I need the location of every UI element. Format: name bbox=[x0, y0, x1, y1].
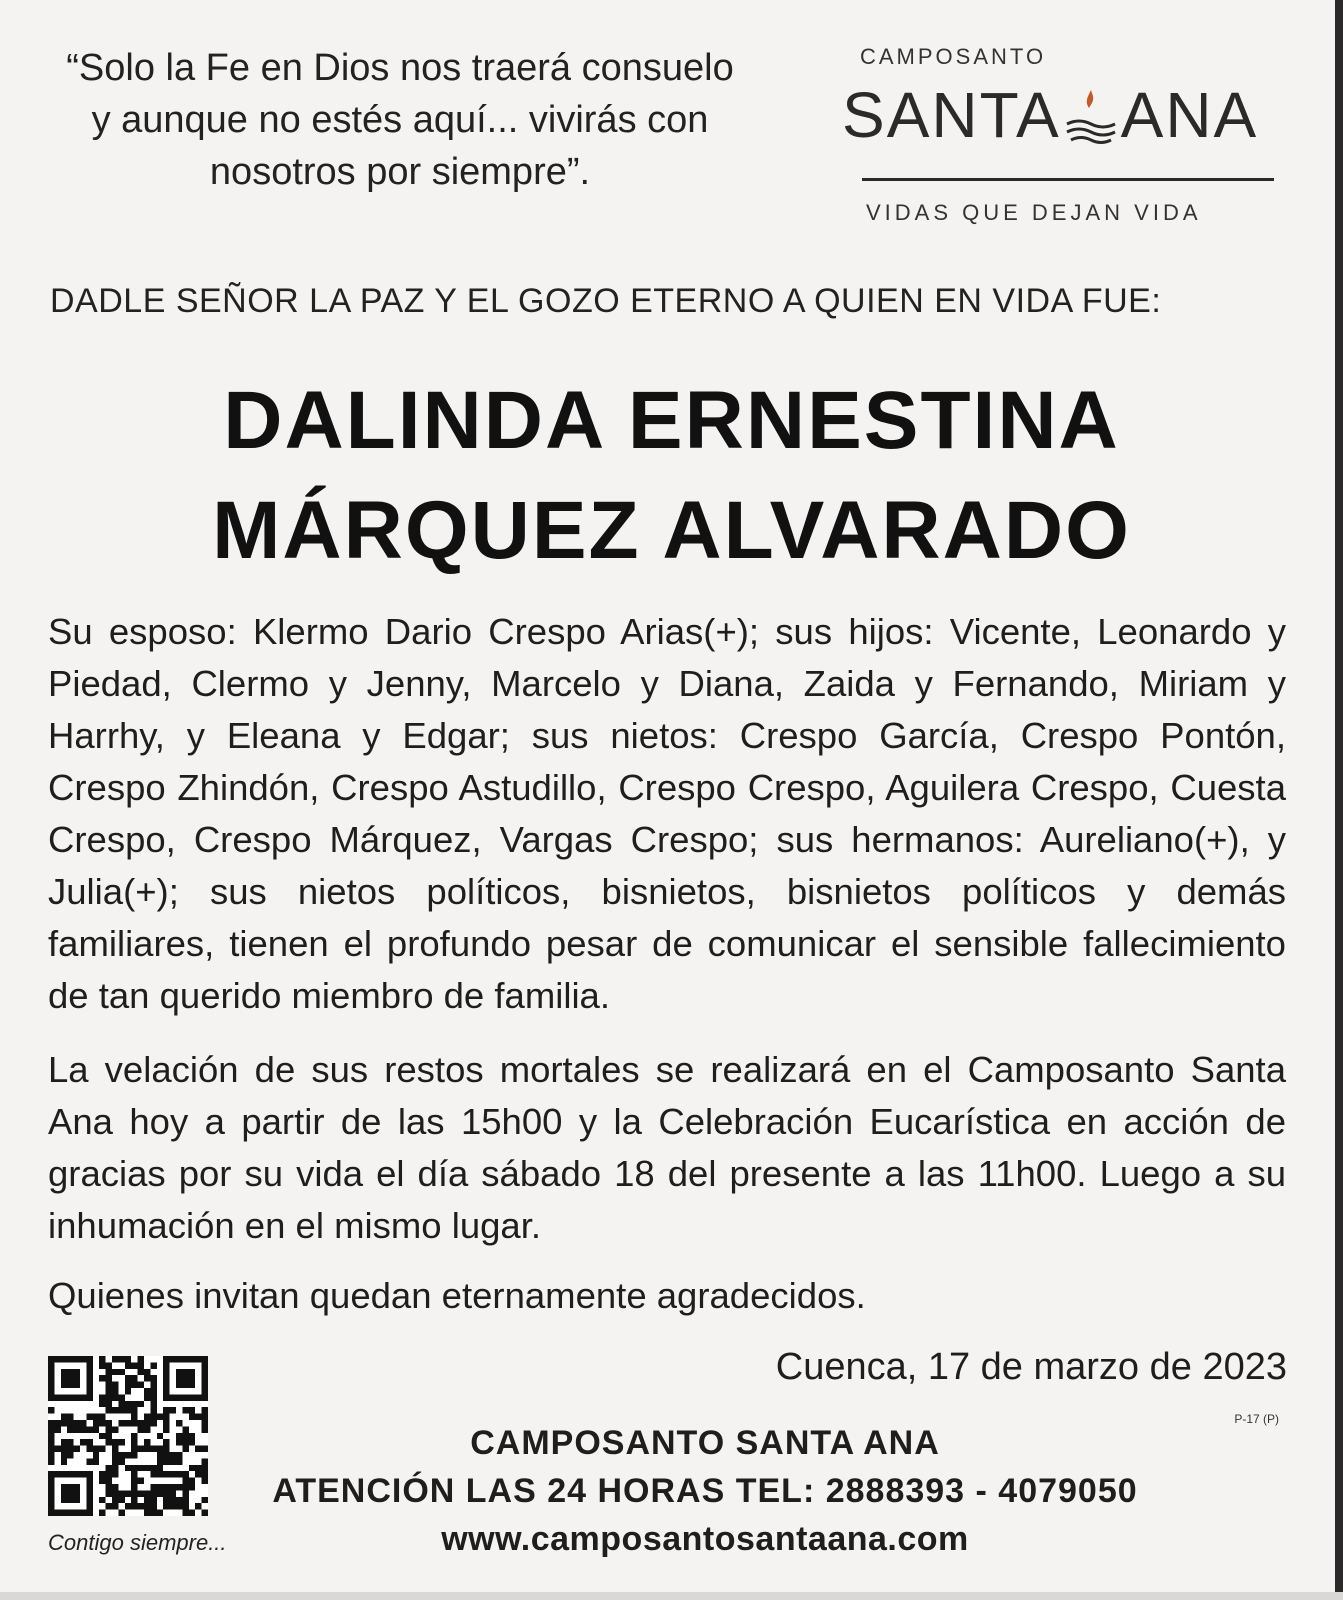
flame-waves-icon bbox=[1061, 86, 1121, 146]
intro-heading: DADLE SEÑOR LA PAZ Y EL GOZO ETERNO A QUIEN EN VIDA FUE: bbox=[50, 282, 1162, 320]
publication-code: P-17 (P) bbox=[1234, 1412, 1279, 1426]
logo-main-left: SANTA bbox=[842, 79, 1061, 151]
deceased-name-line-2: MÁRQUEZ ALVARADO bbox=[212, 485, 1131, 576]
quote-line-2: y aunque no estés aquí... vivirás con bbox=[91, 99, 709, 141]
logo-divider bbox=[862, 178, 1274, 181]
footer-website[interactable]: www.camposantosantaana.com bbox=[441, 1520, 969, 1558]
logo-main-text bbox=[842, 78, 1258, 152]
scan-edge-right bbox=[1335, 0, 1343, 1600]
ceremony-paragraph: La velación de sus restos mortales se realizará en el Camposanto Santa Ana hoy a partir de las 15h00 y la Celebración Eucarística en acción de gracias por su vida el día sábado 18 del presente a las 11h00. Luego a su inhumación en el mismo lugar. bbox=[48, 1049, 1286, 1246]
logo-main-right: ANA bbox=[1120, 79, 1259, 151]
quote-line-1: “Solo la Fe en Dios nos traerá consuelo bbox=[66, 47, 734, 89]
footer-company: CAMPOSANTO SANTA ANA bbox=[470, 1424, 940, 1462]
qr-code[interactable] bbox=[48, 1356, 208, 1516]
logo-tagline: VIDAS QUE DEJAN VIDA bbox=[866, 200, 1202, 225]
memorial-quote bbox=[40, 42, 760, 198]
deceased-name-line-1: DALINDA ERNESTINA bbox=[223, 375, 1120, 466]
scan-edge-bottom bbox=[0, 1592, 1343, 1600]
location-date: Cuenca, 17 de marzo de 2023 bbox=[775, 1346, 1287, 1388]
family-paragraph: Su esposo: Klermo Dario Crespo Arias(+); sus hijos: Vicente, Leonardo y Piedad, Clermo y Jenny, Marcelo y Diana, Zaida y Fernando, Miriam y Harrhy, y Eleana y Edgar; sus nietos: Crespo García, Crespo Pontón, Crespo Zhindón, Crespo Astudillo, Crespo Crespo, Aguilera Crespo, Cuesta Crespo, Crespo Márquez, Vargas Crespo; sus hermanos: Aureliano(+), y Julia(+); sus nietos políticos, bisnietos, bisnietos políticos y demás familiares, tienen el profundo pesar de comunicar el sensible fallecimiento de tan querido miembro de familia. bbox=[48, 611, 1286, 1016]
footer-phone: ATENCIÓN LAS 24 HORAS TEL: 2888393 - 4079050 bbox=[272, 1472, 1138, 1510]
logo-top-text: CAMPOSANTO bbox=[860, 44, 1047, 69]
camposanto-logo bbox=[830, 40, 1290, 240]
quote-line-3: nosotros por siempre”. bbox=[209, 151, 591, 193]
qr-caption: Contigo siempre... bbox=[48, 1530, 227, 1555]
thanks-paragraph: Quienes invitan quedan eternamente agradecidos. bbox=[48, 1275, 866, 1316]
